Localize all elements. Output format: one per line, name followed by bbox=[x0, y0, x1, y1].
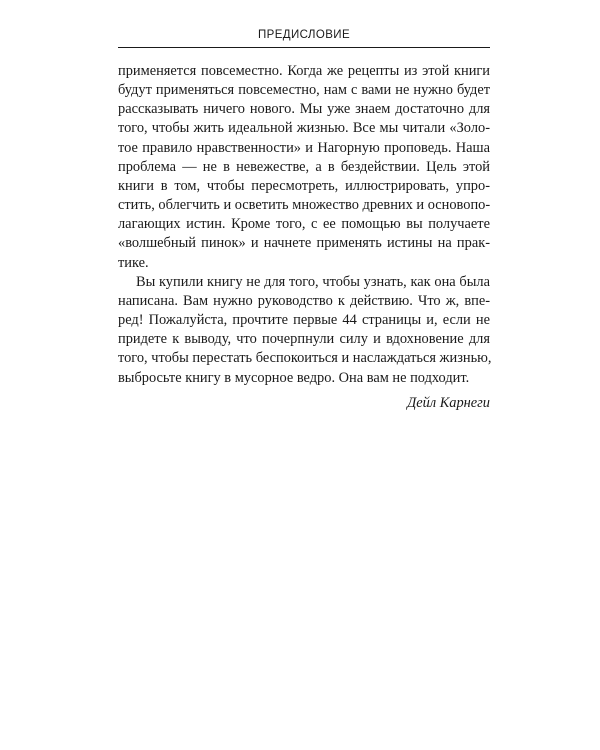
text-line: лагающих истин. Кроме того, с ее помощью вы получаете bbox=[118, 216, 490, 233]
text-line: будут применяться повсеместно, нам с вами не нужно будет bbox=[118, 82, 490, 99]
text-line: рассказывать ничего нового. Мы уже знаем достаточно для bbox=[118, 101, 490, 118]
paragraph-2 bbox=[118, 273, 490, 388]
text-line: того, чтобы жить идеальной жизнью. Все мы читали «Золо- bbox=[118, 120, 490, 137]
header-rule bbox=[118, 47, 490, 48]
text-line: выбросьте книгу в мусорное ведро. Она вам не подходит. bbox=[118, 369, 470, 386]
author-signature: Дейл Карнеги bbox=[407, 394, 490, 411]
text-line: тике. bbox=[118, 254, 149, 271]
text-line: тое правило нравственности» и Нагорную проповедь. Наша bbox=[118, 139, 490, 156]
text-line: применяется повсеместно. Когда же рецепты из этой книги bbox=[118, 63, 490, 79]
text-line: книги в том, чтобы пересмотреть, иллюстрировать, упро- bbox=[118, 177, 490, 194]
text-line: написана. Вам нужно руководство к действию. Что ж, впе- bbox=[118, 292, 490, 309]
text-line: Вы купили книгу не для того, чтобы узнать, как она была bbox=[136, 273, 490, 290]
text-line: ред! Пожалуйста, прочтите первые 44 страницы и, если не bbox=[118, 312, 490, 329]
running-head: ПРЕДИСЛОВИЕ bbox=[257, 29, 351, 41]
body-text bbox=[118, 62, 490, 413]
paragraph-1 bbox=[118, 62, 490, 273]
text-line: придете к выводу, что почерпнули силу и вдохновение для bbox=[118, 331, 490, 348]
text-line: стить, облегчить и осветить множество древних и основопо- bbox=[118, 197, 491, 214]
text-line: проблема — не в невежестве, а в бездействии. Цель этой bbox=[118, 158, 490, 175]
text-line: «волшебный пинок» и начнете применять истины на прак- bbox=[118, 235, 490, 252]
text-line: того, чтобы перестать беспокоиться и наслаждаться жизнью, bbox=[118, 350, 492, 367]
